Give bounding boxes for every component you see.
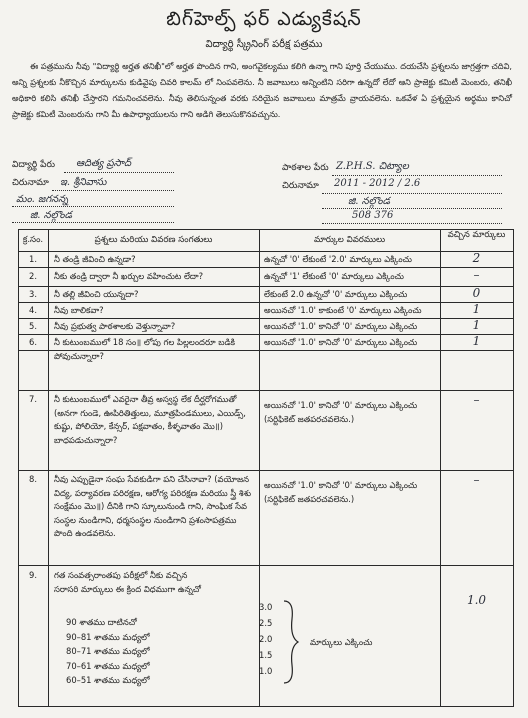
address-left-line-2[interactable]: మం. జగనన్న: [16, 194, 69, 205]
row-9-question: గత సంవత్సరాంతపు పరీక్షలో నీకు వచ్చిన సరాసరి మార్కులు ఈ క్రింద విధముగా ఉన్నచో: [54, 570, 201, 594]
address-left-line-3[interactable]: జి. నల్గొండ: [30, 210, 73, 221]
row-1-question: నీ తండ్రి జీవించి ఉన్నడా?: [54, 254, 136, 264]
scale-value: 1.5: [259, 650, 273, 660]
row-6-number: 6.: [29, 337, 37, 347]
row-5-number: 5.: [29, 321, 37, 331]
row-4-marks: అయినచో '1.0' కాకుంటే '0' మార్కులు ఎక్కించు: [264, 305, 422, 315]
row-3-score[interactable]: 0: [472, 286, 481, 300]
row-7-question: నీ కుటుంబములో ఎవరైనా తీవ్ర అస్వస్థ లేక దీర్ఘరోగముతో (అనగా గుండె, ఊపిరితిత్తులు, మూత్రపిండములు, ఎయిడ్స్, కుష్టు, పోలియో, కేన్సర్, పక్షవాతం, కీళ్ళవాతం మొ॥) బాధపడుచున్నారా?: [54, 394, 246, 445]
address-line-right-3: [322, 223, 502, 224]
row-7-marks: అయినచో '1.0' కానిచో '0' మార్కులు ఎక్కించు (సర్టిఫికెట్ జతపరచవలెను.): [264, 400, 418, 424]
row-1-score[interactable]: 2: [472, 251, 481, 265]
scale-value: 1.0: [259, 666, 273, 676]
row-2-number: 2.: [29, 271, 37, 281]
band-item: 90–81 శాతము మధ్యలో: [66, 631, 150, 642]
band-item: 60–51 శాతము మధ్యలో: [66, 675, 150, 685]
row-7-score[interactable]: –: [473, 393, 480, 407]
row-2-score[interactable]: –: [473, 268, 480, 282]
table-border-right: [513, 229, 514, 707]
instructions-paragraph: ఈ పత్రమును నీవు "విద్యార్థి అర్హత తనిఖీ"లో అర్హత పొందిన గాని, అంగవైకల్యము కలిగి ఉన్నా గాని పూర్తి చేయుము. దయచేసి ప్రశ్నలను జాగ్రత్తగా చదివి, అన్ని ప్రశ్నలకు నీకొచ్చిన మార్కులను కుడివైపు చివరి కాలమ్ లో నింపవలెను. నీ జవాబులు అన్నింటిని సరిగా ఉన్నదో లేదో ఆని ప్రాజెక్టు కమిటీ మెంబరు, తనిఖీ అధికారి కలిసి తనిఖీ చేస్తారని గమనించవలెను. నీవు తెలిసున్నంత వరకు సరియైన జవాబులు మాత్రమే వ్రాయవలెను. ఒకవేళ ఏ ప్రశ్నయైన అర్థము కానిచో ప్రాజెక్టు కమిటీ మెంబరును గాని మీ ఉపాధ్యాయులను గాని అడిగి తెలుసుకొనవచ్చును.: [12, 61, 512, 119]
address-right-line-2[interactable]: జి. నల్గొండ: [348, 196, 391, 207]
row-6-question: నీ కుటుంబములో 18 సం॥ లోపు గల పిల్లలందరూ బడికి పోవుచున్నారా?: [54, 337, 236, 361]
address-line-left-1: [52, 190, 174, 191]
band-item: 70–61 శాతము మధ్యలో: [66, 660, 150, 671]
address-left-line-1[interactable]: ఇ. శ్రీనివాసు: [60, 177, 107, 188]
row-2-marks: ఉన్నచో '1' లేకుంటే '0' మార్కులు ఎక్కించు: [264, 271, 404, 281]
row-2-question: నీకు తండ్రి ద్వారా నీ ఖర్చుల వహించుట లేదా?: [54, 271, 204, 281]
page-subtitle: విద్యార్థి స్క్రీనింగ్ పరీక్ష పత్రము: [205, 39, 323, 50]
col-divider: [440, 229, 441, 707]
row-8-number: 8.: [29, 474, 37, 484]
row-7-number: 7.: [29, 394, 37, 404]
scale-value: 3.0: [259, 602, 273, 612]
row-5-score[interactable]: 1: [472, 318, 481, 332]
student-name-value[interactable]: ఆదిత్య ప్రసాద్: [76, 158, 132, 169]
header-question: ప్రశ్నలు మరియు వివరణ సంగతులు: [94, 235, 213, 245]
scale-value: 2.0: [259, 634, 273, 644]
address-right-line-1[interactable]: 2011 - 2012 / 2.6: [334, 178, 421, 189]
band-item: 90 శాతము దాటినచో: [66, 617, 137, 627]
row-3-number: 3.: [29, 289, 37, 299]
right-brace-icon: [280, 599, 302, 685]
page-title: బిగ్‌హెల్ప్ ఫర్ ఎడ్యుకేషన్: [166, 8, 362, 30]
address-right-line-3[interactable]: 508 376: [352, 210, 394, 221]
row-1-number: 1.: [29, 254, 37, 264]
row-1-marks: ఉన్నచో '0' లేకుంటే '2.0' మార్కులు ఎక్కించు: [264, 254, 412, 264]
row-9-score[interactable]: 1.0: [466, 593, 487, 607]
header-marks-obtained: వచ్చిన మార్కులు: [447, 230, 506, 240]
row-3-question: నీ తల్లి జీవించి యున్నదా?: [54, 289, 139, 299]
row-9-number: 9.: [29, 570, 37, 580]
row-4-number: 4.: [29, 305, 37, 315]
student-name-line: [64, 172, 174, 173]
school-name-label: పాఠశాల పేరు: [282, 163, 329, 173]
band-item: 80–71 శాతము మధ్యలో: [66, 646, 150, 656]
address-label-left: చిరునామా: [12, 178, 49, 188]
student-name-label: విద్యార్థి పేరు: [12, 160, 55, 170]
school-name-value[interactable]: Z.P.H.S. చిట్యాల: [336, 161, 409, 172]
header-serial: క్ర.సం.: [22, 235, 44, 245]
row-3-marks: లేకుంటే 2.0 ఉన్నచో '0' మార్కులు ఎక్కించు: [264, 289, 408, 299]
row-5-marks: అయినచో '1.0' కానిచో '0' మార్కులు ఎక్కించు: [264, 321, 418, 331]
row-5-question: నీవు ప్రభుత్వ పాఠశాలకు వెళ్తున్నావా?: [54, 321, 176, 331]
row-8-score[interactable]: –: [473, 473, 480, 487]
school-name-line: [332, 175, 502, 176]
row-4-score[interactable]: 1: [472, 302, 481, 316]
row-9-bands: [66, 616, 246, 689]
row-8-marks: అయినచో '1.0' కానిచో '0' మార్కులు ఎక్కించు (సర్టిఫికెట్ జతపరచవలెను.): [264, 480, 418, 504]
row-6-marks: అయినచో '1.0' కానిచో '0' మార్కులు ఎక్కించు: [264, 337, 418, 347]
address-label-right: చిరునామా: [282, 181, 319, 191]
row-8-question: నీవు ఎప్పుడైనా సంఘ సేవకుడిగా పని చేసినావా? (వయోజన విద్య, పర్యావరణ పరిరక్షణ, ఆరోగ్య పరిరక్షణ మరియు స్త్రీ శిశు సంక్షేమం మొ॥) దీనికి గాని స్కూలునుండి గాని, సాంఘిక సేవ సంస్థల నుండిగాని, ధర్మసంస్థల నుండిగాని ప్రశంసాపత్రము పొంది ఉండవలెను.: [54, 474, 252, 538]
row-9-marks: మార్కులు ఎక్కించు: [310, 637, 373, 647]
address-line-right-1: [322, 193, 502, 194]
screening-table: [18, 229, 514, 707]
row-6-score[interactable]: 1: [472, 334, 481, 348]
col-divider: [48, 229, 49, 707]
row-4-question: నీవు బాలికవా?: [54, 305, 104, 315]
header-marks-details: మార్కుల వివరములు: [313, 235, 386, 245]
scale-value: 2.5: [259, 618, 273, 628]
